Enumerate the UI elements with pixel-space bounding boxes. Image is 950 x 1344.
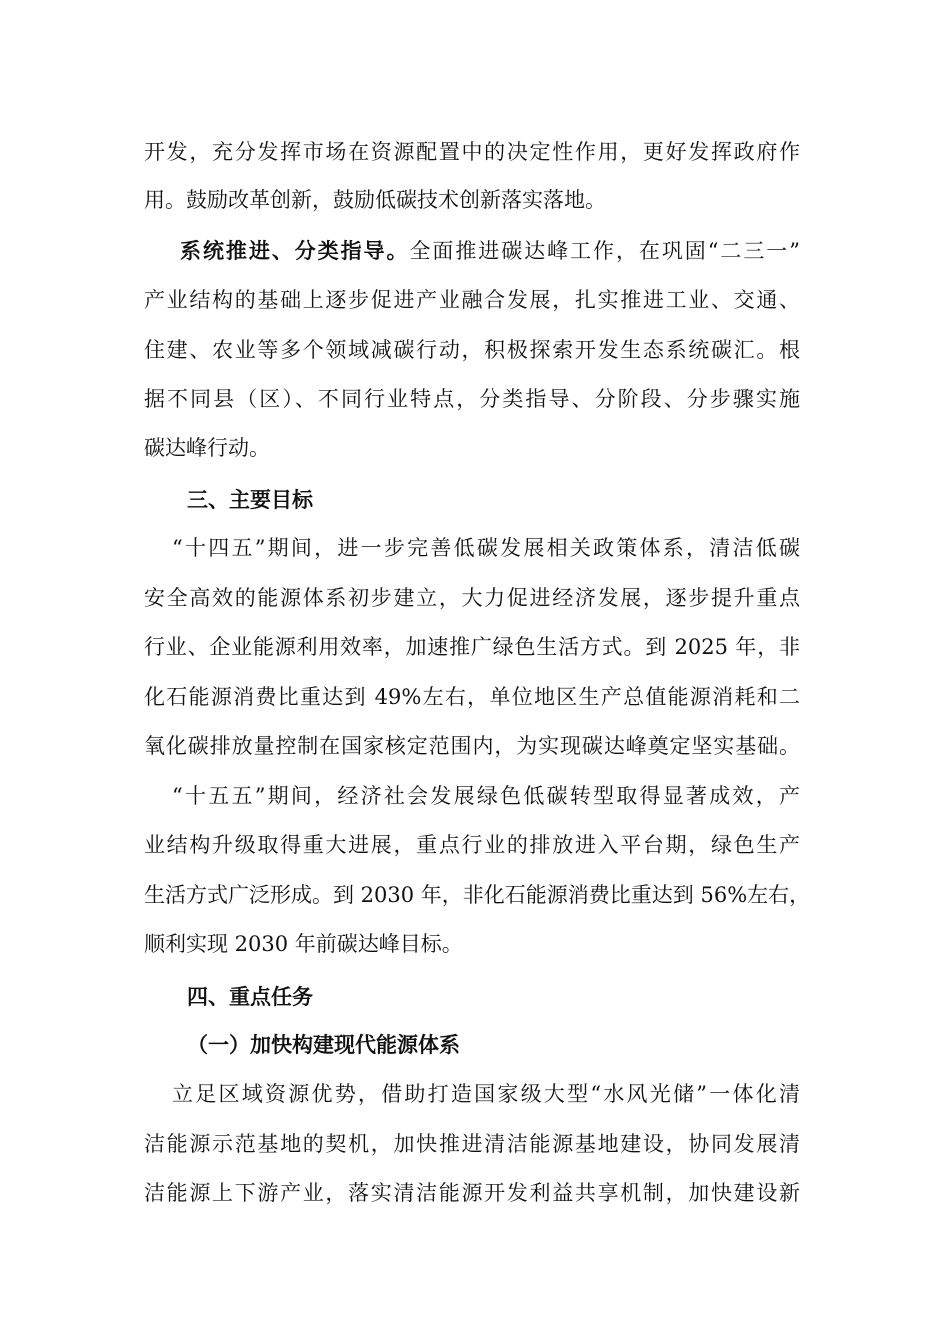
paragraph-2-line-1-rest: 全面推进碳达峰工作，在巩固“二三一” (409, 239, 800, 263)
paragraph-5-line-1: 立足区域资源优势，借助打造国家级大型“水风光储”一体化清 (172, 1082, 800, 1106)
subheading-modern-energy-system: （一）加快构建现代能源体系 (187, 1033, 460, 1057)
paragraph-2-lead: 系统推进、分类指导。 (180, 238, 410, 263)
paragraph-4-line-4: 顺利实现 2030 年前碳达峰目标。 (144, 932, 463, 956)
paragraph-4-line-2: 业结构升级取得重大进展，重点行业的排放进入平台期，绿色生产 (144, 833, 800, 857)
paragraph-2-line-5: 碳达峰行动。 (144, 436, 270, 460)
section-heading-key-tasks: 四、重点任务 (187, 985, 313, 1009)
paragraph-3-line-4: 化石能源消费比重达到 49%左右，单位地区生产总值能源消耗和二 (144, 685, 800, 709)
paragraph-4-line-3: 生活方式广泛形成。到 2030 年，非化石能源消费比重达到 56%左右， (144, 883, 811, 907)
paragraph-2-line-2: 产业结构的基础上逐步促进产业融合发展，扎实推进工业、交通、 (144, 288, 800, 312)
paragraph-5-line-3: 洁能源上下游产业，落实清洁能源开发利益共享机制，加快建设新 (144, 1181, 800, 1205)
paragraph-3-line-1: “十四五”期间，进一步完善低碳发展相关政策体系，清洁低碳 (172, 536, 800, 560)
paragraph-3-line-3: 行业、企业能源利用效率，加速推广绿色生活方式。到 2025 年，非 (144, 635, 800, 659)
paragraph-3-line-2: 安全高效的能源体系初步建立，大力促进经济发展，逐步提升重点 (144, 586, 800, 610)
paragraph-2-line-4: 据不同县（区）、不同行业特点，分类指导、分阶段、分步骤实施 (144, 387, 800, 411)
paragraph-2-line-1 (180, 237, 800, 265)
paragraph-1-line-1: 开发，充分发挥市场在资源配置中的决定性作用，更好发挥政府作 (144, 140, 800, 164)
section-heading-main-goals: 三、主要目标 (187, 488, 313, 512)
paragraph-4-line-1: “十五五”期间，经济社会发展绿色低碳转型取得显著成效，产 (172, 784, 800, 808)
paragraph-1-line-2: 用。鼓励改革创新，鼓励低碳技术创新落实落地。 (144, 188, 606, 212)
paragraph-3-line-5: 氧化碳排放量控制在国家核定范围内，为实现碳达峰奠定坚实基础。 (144, 734, 800, 758)
paragraph-5-line-2: 洁能源示范基地的契机，加快推进清洁能源基地建设，协同发展清 (144, 1132, 800, 1156)
paragraph-2-line-3: 住建、农业等多个领域减碳行动，积极探索开发生态系统碳汇。根 (144, 338, 800, 362)
